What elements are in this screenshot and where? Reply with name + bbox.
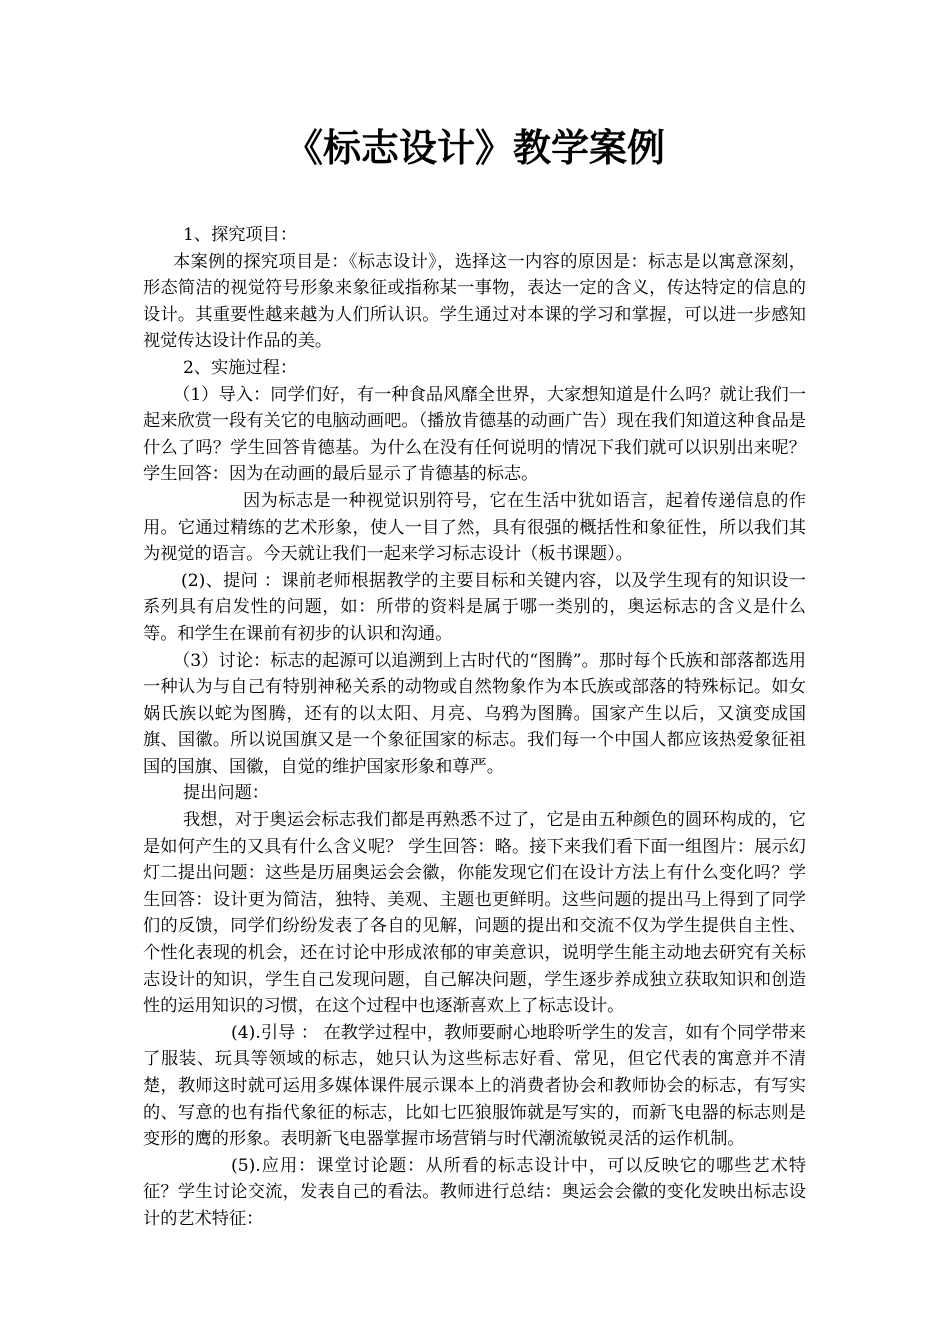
- page-title: 《标志设计》教学案例: [284, 126, 665, 170]
- document-body: [143, 222, 806, 1233]
- paragraph-step-discussion: （3）讨论：标志的起源可以追溯到上古时代的“图腾”。那时每个氏族和部落都选用一种认为与自己有特别神秘关系的动物或自然物象作为本氏族或部落的特殊标记。如女娲氏族以蛇为图腾，还有的以太阳、月亮、乌鸦为图腾。国家产生以后，又演变成国旗、国徽。所以说国旗又是一个象征国家的标志。我们每一个中国人都应该热爱象征祖国的国旗、国徽，自觉的维护国家形象和尊严。: [143, 650, 806, 777]
- paragraph-step-questioning: (2)、提问 ：课前老师根据教学的主要目标和关键内容，以及学生现有的知识设一系列具有启发性的问题，如：所带的资料是属于哪一类别的，奥运标志的含义是什么等。和学生在课前有初步的认识和沟通。: [143, 570, 806, 644]
- paragraph-step-application: (5).应用：课堂讨论题：从所看的标志设计中，可以反映它的哪些艺术特征？学生讨论交流，发表自己的看法。教师进行总结：奥运会会徽的变化发映出标志设计的艺术特征：: [143, 1155, 806, 1229]
- paragraph-step-introduction: （1）导入：同学们好，有一种食品风靡全世界，大家想知道是什么吗？就让我们一起来欣赏一段有关它的电脑动画吧。（播放肯德基的动画广告）现在我们知道这种食品是什么了吗？学生回答肯德基。为什么在没有任何说明的情况下我们就可以识别出来呢？学生回答：因为在动画的最后显示了肯德基的标志。: [143, 384, 806, 485]
- paragraph-olympic-logo: 我想，对于奥运会标志我们都是再熟悉不过了，它是由五种颜色的圆环构成的，它是如何产生的又具有什么含义呢？ 学生回答：略。接下来我们看下面一组图片：展示幻灯二提出问题：这些是历届奥运会会徽，你能发现它们在设计方法上有什么变化吗？学生回答：设计更为简洁，独特、美观、主题也更鲜明。这些问题的提出马上得到了同学们的反馈，同学们纷纷发表了各自的见解，问题的提出和交流不仅为学生提供自主性、个性化表现的机会，还在讨论中形成浓郁的审美意识，说明学生能主动地去研究有关标志设计的知识，学生自己发现问题，自己解决问题，学生逐步养成独立获取知识和创造性的运用知识的习惯，在这个过程中也逐渐喜欢上了标志设计。: [143, 810, 806, 1017]
- section-heading-inquiry: 1、探究项目：: [183, 225, 298, 245]
- subheading-raise-question: 提出问题：: [183, 783, 269, 804]
- paragraph-logo-meaning: 因为标志是一种视觉识别符号，它在生活中犹如语言，起着传递信息的作用。它通过精练的艺术形象，使人一目了然，具有很强的概括性和象征性，所以我们其为视觉的语言。今天就让我们一起来学习标志设计（板书课题）。: [143, 490, 806, 565]
- paragraph-step-guidance: (4).引导 ： 在教学过程中，教师要耐心地聆听学生的发言，如有个同学带来了服装、玩具等领域的标志，她只认为这些标志好看、常见，但它代表的寓意并不清楚，教师这时就可运用多媒体课件展示课本上的消费者协会和教师协会的标志，有写实的、写意的也有指代象征的标志，比如七匹狼服饰就是写实的，而新飞电器的标志则是变形的鹰的形象。表明新飞电器掌握市场营销与时代潮流敏锐灵活的运作机制。: [143, 1022, 806, 1150]
- section-heading-process: 2、实施过程：: [183, 357, 298, 378]
- paragraph-inquiry-intro: 本案例的探究项目是：《标志设计》，选择这一内容的原因是：标志是以寓意深刻，形态简洁的视觉符号形象来象征或指称某一事物，表达一定的含义，传达特定的信息的设计。其重要性越来越为人们所认识。学生通过对本课的学习和掌握，可以进一步感知视觉传达设计作品的美。: [143, 251, 806, 352]
